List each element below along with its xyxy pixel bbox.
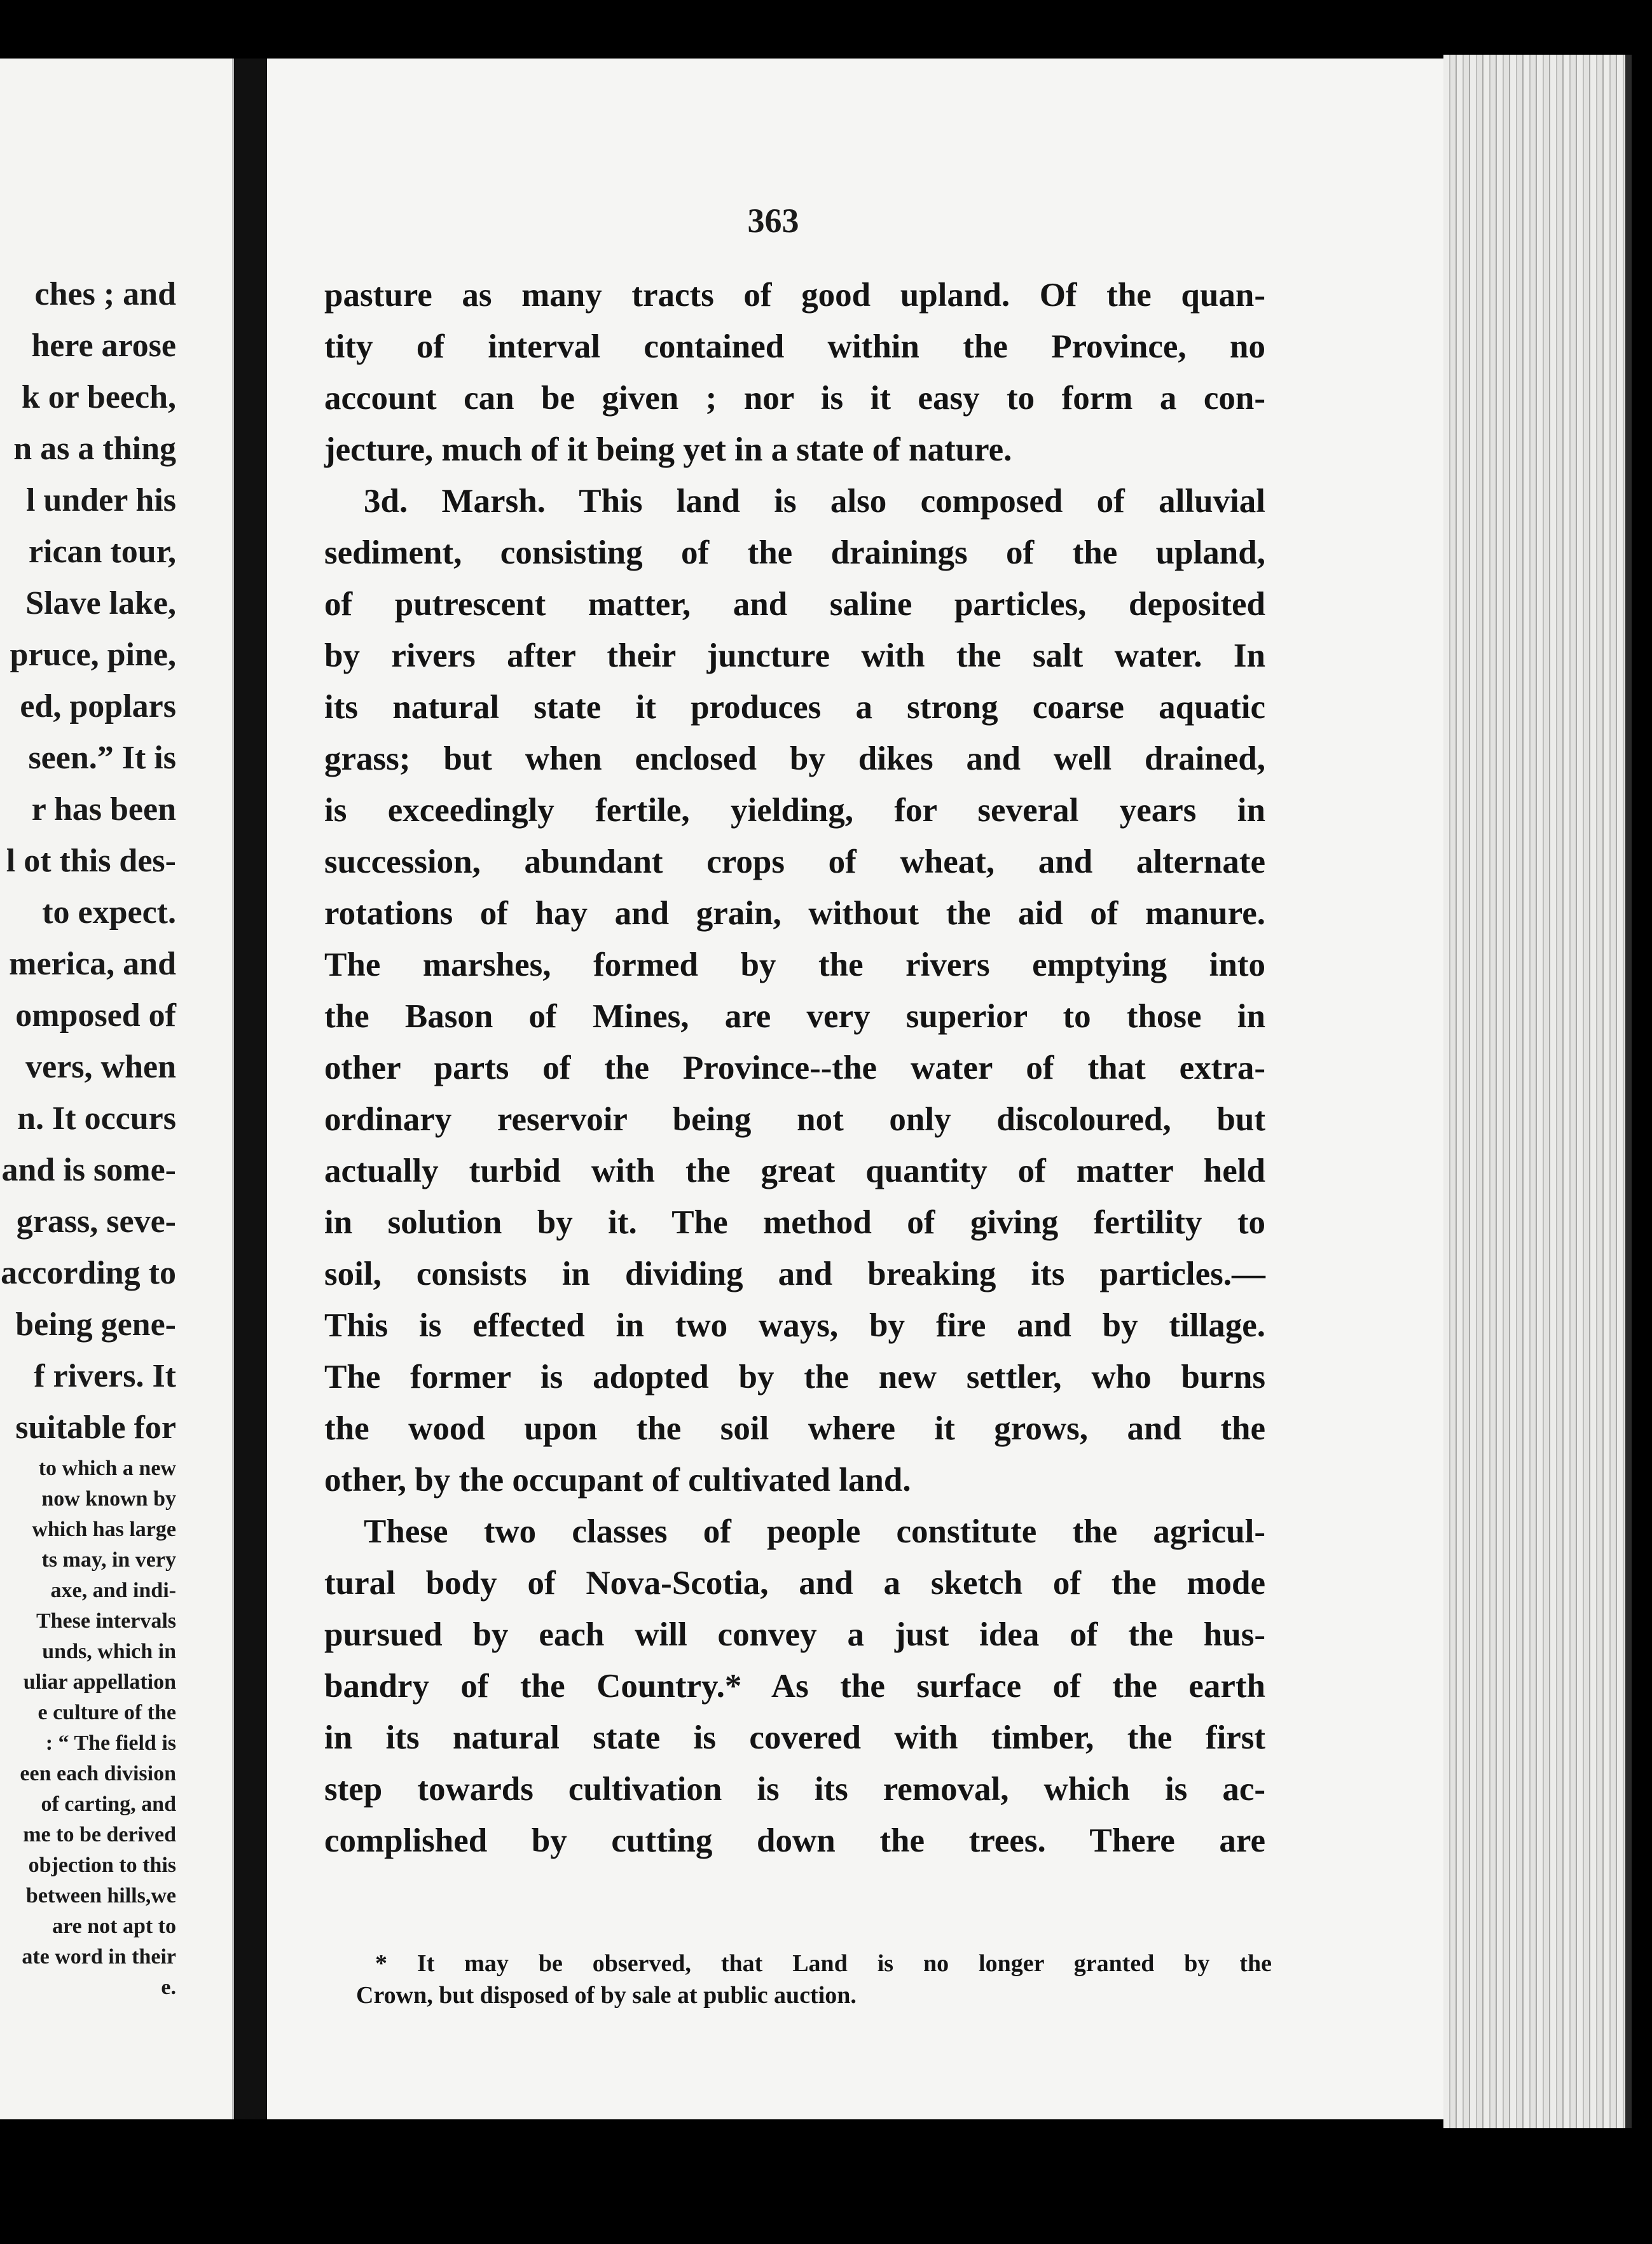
previous-footnote-line: me to be derived [23,1823,176,1846]
text-line: The former is adopted by the new settler, who burns [324,1359,1265,1396]
previous-page-line: n. It occurs [17,1100,176,1137]
text-line: sediment, consisting of the drainings of the upland, [324,534,1265,571]
text-line: succession, abundant crops of wheat, and alternate [324,843,1265,880]
text-line: These two classes of people constitute the agricul- [364,1513,1265,1550]
previous-page-line: n as a thing [13,431,176,467]
previous-page-line: grass, seve- [16,1203,176,1240]
previous-page-line: r has been [31,791,176,828]
text-line: soil, consists in dividing and breaking its particles.— [324,1256,1265,1292]
text-line: grass; but when enclosed by dikes and well drained, [324,740,1265,777]
previous-page-line: ches ; and [34,276,176,312]
text-line: account can be given ; nor is it easy to form a con- [324,380,1265,417]
previous-footnote-line: which has large [32,1518,176,1541]
previous-page-line: seen.” It is [28,740,176,776]
footnote-line: Crown, but disposed of by sale at public auction. [356,1982,857,2009]
text-line: This is effected in two ways, by fire and by tillage. [324,1307,1265,1344]
previous-page-line: omposed of [15,997,176,1034]
footnote [356,1948,1272,2011]
previous-page-line: pruce, pine, [10,637,176,673]
text-line: bandry of the Country.* As the surface of the earth [324,1668,1265,1705]
book-page-edges [1443,55,1628,2128]
text-line: The marshes, formed by the rivers emptying into [324,946,1265,983]
previous-footnote-line: are not apt to [52,1915,176,1938]
previous-footnote-line: ate word in their [22,1945,176,1969]
text-line: pasture as many tracts of good upland. Of the quan- [324,277,1265,314]
text-line: ordinary reservoir being not only discoloured, but [324,1101,1265,1138]
previous-page-line: according to [1,1255,176,1291]
text-line: step towards cultivation is its removal, which is ac- [324,1771,1265,1808]
body-text [324,270,1265,1867]
text-line: the Bason of Mines, are very superior to those in [324,998,1265,1035]
text-line: of putrescent matter, and saline particles, deposited [324,586,1265,623]
text-line: rotations of hay and grain, without the aid of manure. [324,895,1265,932]
previous-page-line: here arose [31,328,176,364]
previous-footnote-line: unds, which in [42,1640,176,1663]
text-line: complished by cutting down the trees. There are [324,1822,1265,1859]
previous-footnote-line: een each division [20,1762,176,1785]
previous-footnote-line: These intervals [36,1609,176,1633]
text-line: in solution by it. The method of giving fertility to [324,1204,1265,1241]
text-line: by rivers after their juncture with the salt water. In [324,637,1265,674]
text-line: other parts of the Province--the water of that extra- [324,1049,1265,1086]
previous-footnote-line: ts may, in very [41,1548,176,1572]
previous-footnote-line: e. [161,1976,176,1999]
previous-footnote-line: now known by [41,1487,176,1511]
previous-footnote-line: axe, and indi- [50,1579,176,1602]
previous-page-line: ed, poplars [20,688,176,724]
previous-footnote-line: of carting, and [41,1792,176,1816]
previous-page-fragment [0,59,234,2119]
previous-page-line: f rivers. It [34,1358,176,1394]
previous-page-line: being gene- [15,1306,176,1343]
previous-page-line: to expect. [42,894,176,931]
previous-footnote-line: uliar appellation [23,1670,176,1694]
previous-page-line: rican tour, [28,534,176,570]
text-line: tity of interval contained within the Province, no [324,328,1265,365]
text-line: jecture, much of it being yet in a state of nature. [324,431,1012,468]
text-line: is exceedingly fertile, yielding, for several years in [324,792,1265,829]
text-line: in its natural state is covered with timber, the first [324,1719,1265,1756]
footnote-line: * It may be observed, that Land is no longer granted by the [375,1950,1272,1977]
previous-page-text [1,268,176,2003]
previous-page-line: l under his [25,482,176,518]
previous-page-line: and is some- [1,1152,176,1188]
text-line: the wood upon the soil where it grows, and the [324,1410,1265,1447]
previous-page-line: l ot this des- [6,843,176,879]
previous-page-line: suitable for [15,1409,176,1446]
page [267,59,1443,2119]
previous-page-footnote [1,1453,176,2003]
text-line: tural body of Nova-Scotia, and a sketch of the mode [324,1565,1265,1602]
page-number: 363 [747,202,799,240]
previous-footnote-line: : “ The field is [45,1731,176,1755]
previous-footnote-line: between hills,we [25,1884,176,1908]
previous-footnote-line: objection to this [28,1853,176,1877]
text-line: actually turbid with the great quantity of matter held [324,1153,1265,1189]
previous-page-line: Slave lake, [25,585,176,621]
text-line: other, by the occupant of cultivated land. [324,1462,911,1499]
text-line: its natural state it produces a strong coarse aquatic [324,689,1265,726]
previous-page-line: k or beech, [21,379,176,415]
previous-footnote-line: e culture of the [38,1701,176,1724]
previous-footnote-line: to which a new [38,1457,176,1480]
previous-page-line: vers, when [25,1049,176,1085]
text-line: pursued by each will convey a just idea of the hus- [324,1616,1265,1653]
text-line: 3d. Marsh. This land is also composed of alluvial [364,483,1265,520]
book-cover-edge [1625,55,1632,2128]
book-gutter [234,59,267,2119]
previous-page-line: merica, and [9,946,176,982]
